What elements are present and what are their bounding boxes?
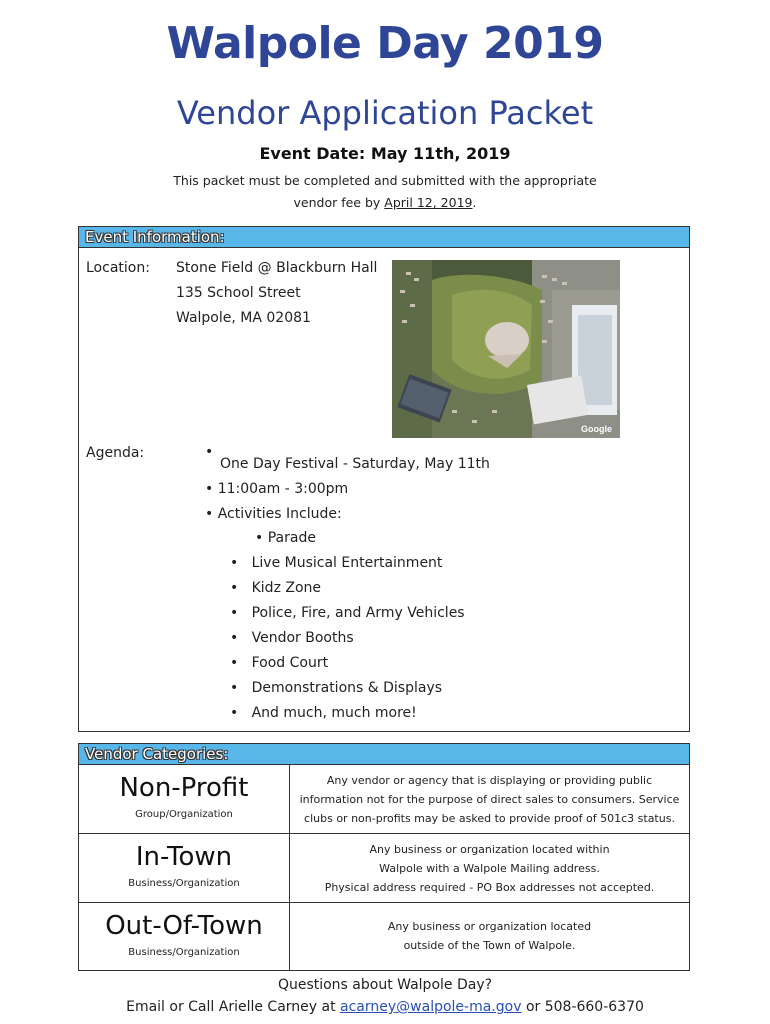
category-row-out-of-town [79, 903, 689, 971]
address-line: Walpole, MA 02081 [176, 310, 311, 326]
description-line: outside of the Town of Walpole. [403, 939, 576, 952]
category-name: Out-Of-Town [105, 911, 263, 941]
activity-text: Food Court [251, 655, 329, 671]
agenda-label: Agenda: [86, 445, 145, 461]
activity-item: • Live Musical Entertainment [230, 555, 443, 571]
agenda-item: • Activities Include: [205, 506, 342, 522]
agenda-item-text: 11:00am - 3:00pm [217, 481, 349, 497]
contact-prefix: Email or Call Arielle Carney at [126, 999, 341, 1015]
vendor-categories-panel [78, 743, 690, 971]
category-name-cell [79, 834, 290, 902]
description-line: Any vendor or agency that is displaying or providing public [326, 774, 653, 787]
agenda-item-text: Activities Include: [217, 506, 342, 522]
activity-text: And much, much more! [251, 705, 417, 721]
description-line: Any business or organization located within [369, 843, 610, 856]
activity-text: Live Musical Entertainment [251, 555, 443, 571]
category-subtitle: Business/Organization [128, 947, 240, 958]
intro-text [160, 170, 610, 214]
intro-prefix: vendor fee by [293, 195, 385, 210]
activity-text: Vendor Booths [251, 630, 354, 646]
event-info-heading: Event Information: [79, 227, 689, 248]
footer-question: Questions about Walpole Day? [277, 977, 493, 993]
activity-item: • Parade [255, 530, 316, 546]
category-description [290, 903, 689, 971]
activity-item: • Demonstrations & Displays [230, 680, 443, 696]
category-subtitle: Group/Organization [135, 809, 233, 820]
activity-item: • Police, Fire, and Army Vehicles [230, 605, 465, 621]
category-name: Non-Profit [119, 773, 249, 803]
page-title: Walpole Day 2019 [166, 18, 604, 69]
location-label: Location: [86, 260, 150, 276]
intro-suffix: . [472, 195, 477, 210]
vendor-categories-heading: Vendor Categories: [79, 744, 689, 765]
activity-item: • And much, much more! [230, 705, 417, 721]
address-block [176, 256, 377, 331]
activity-text: Kidz Zone [251, 580, 322, 596]
agenda-item: • 11:00am - 3:00pm [205, 481, 349, 497]
category-name: In-Town [135, 842, 233, 872]
intro-line-1: This packet must be completed and submitted with the appropriate [173, 173, 597, 188]
description-line: Any business or organization located [387, 920, 592, 933]
category-row-non-profit [79, 765, 689, 833]
email-link[interactable]: acarney@walpole-ma.gov [340, 999, 522, 1015]
activity-text: Demonstrations & Displays [251, 680, 443, 696]
description-line: Walpole with a Walpole Mailing address. [379, 862, 600, 875]
category-description [290, 834, 689, 902]
footer-contact [0, 999, 770, 1015]
map-credit-label: Google [581, 424, 612, 434]
activity-item: • Food Court [230, 655, 329, 671]
address-line: 135 School Street [176, 285, 301, 301]
activity-text: Police, Fire, and Army Vehicles [251, 605, 465, 621]
intro-deadline: April 12, 2019 [384, 195, 473, 210]
description-line: Physical address required - PO Box addresses not accepted. [324, 881, 655, 894]
category-subtitle: Business/Organization [128, 878, 240, 889]
category-name-cell [79, 903, 290, 971]
event-date: Event Date: May 11th, 2019 [259, 144, 511, 163]
category-description [290, 765, 689, 833]
agenda-item: One Day Festival - Saturday, May 11th [220, 456, 490, 472]
contact-suffix: or 508-660-6370 [521, 999, 644, 1015]
address-line: Stone Field @ Blackburn Hall [176, 260, 378, 276]
aerial-map-graphic [392, 260, 620, 438]
page-subtitle: Vendor Application Packet [176, 94, 594, 132]
event-info-panel [78, 226, 690, 732]
aerial-map-image [392, 260, 620, 438]
intro-line-2 [160, 192, 610, 214]
activity-item: • Kidz Zone [230, 580, 322, 596]
category-row-in-town [79, 834, 689, 902]
activity-text: Parade [267, 530, 316, 546]
description-line: clubs or non-profits may be asked to provide proof of 501c3 status. [304, 812, 675, 825]
category-name-cell [79, 765, 290, 833]
activity-item: • Vendor Booths [230, 630, 354, 646]
bullet-icon: • [205, 444, 214, 460]
description-line: information not for the purpose of direct sales to consumers. Service [299, 793, 680, 806]
